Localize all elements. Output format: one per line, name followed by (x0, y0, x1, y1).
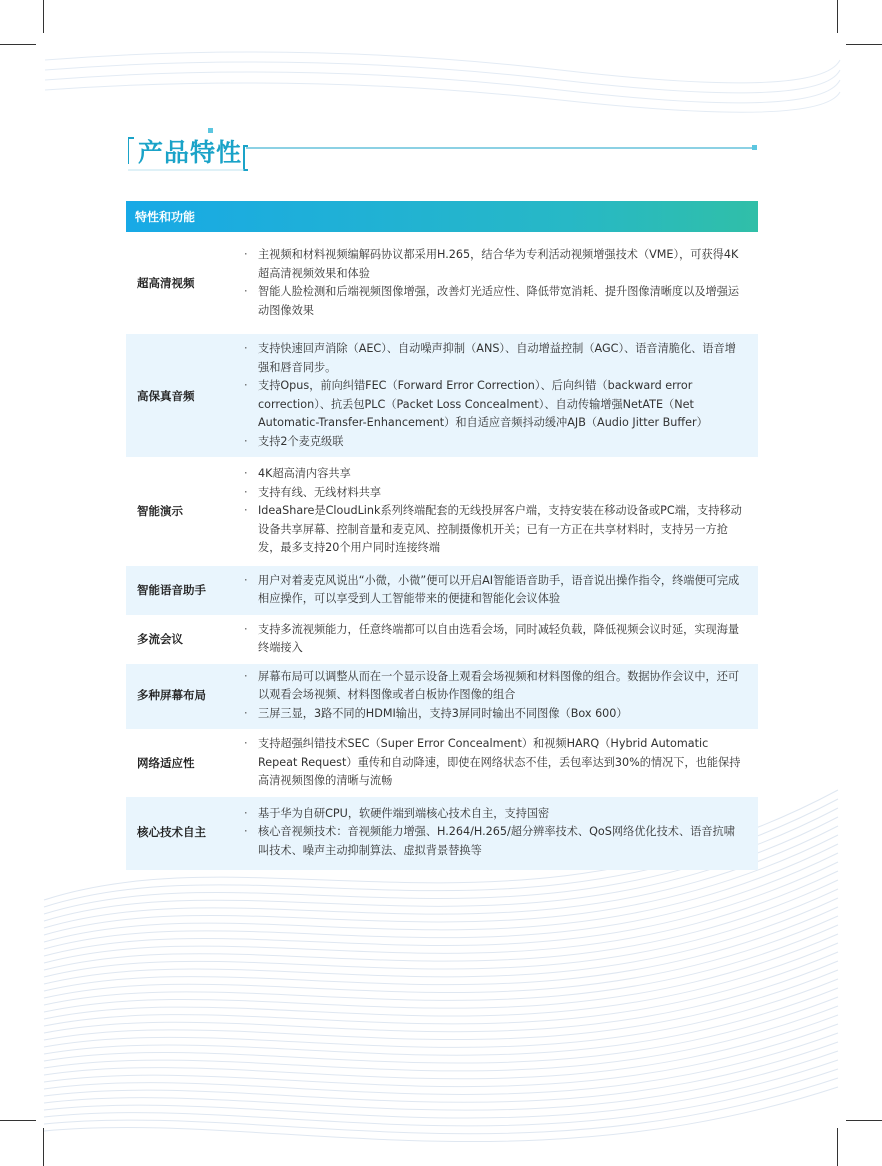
table-header: 特性和功能 (126, 201, 758, 232)
feature-name: 智能语音助手 (137, 583, 206, 597)
table-row (126, 457, 758, 566)
table-row (126, 232, 758, 334)
feature-item: · 基于华为自研CPU，软硬件端到端核心技术自主，支持国密 (238, 805, 744, 824)
feature-name: 多种屏幕布局 (137, 688, 206, 703)
feature-item: · 核心音视频技术：音视频能力增强、H.264/H.265/超分辨率技术、QoS网络优化技术、语音抗啸叫技术、噪声主动抑制算法、虚拟背景替换等 (238, 823, 744, 860)
feature-item: · 支持多流视频能力，任意终端都可以自由选看会场，同时减轻负载，降低视频会议时延，实现海量终端接入 (238, 621, 744, 658)
feature-item: · 支持快速回声消除（AEC）、自动噪声抑制（ANS）、自动增益控制（AGC）、语音清脆化、语音增强和唇音同步。 (238, 340, 744, 377)
features-table (126, 201, 758, 870)
section-title (128, 124, 758, 176)
table-row (126, 566, 758, 615)
feature-item: · 三屏三显，3路不同的HDMI输出，支持3屏同时输出不同图像（Box 600） (238, 705, 744, 724)
feature-name: 智能演示 (137, 504, 183, 519)
feature-name: 核心技术自主 (137, 825, 206, 840)
page-title: 产品特性 (138, 138, 243, 167)
feature-item: · 智能人脸检测和后端视频图像增强，改善灯光适应性、降低带宽消耗、提升图像清晰度以及增强运动图像效果 (238, 283, 744, 320)
crop-mark (0, 1120, 36, 1121)
feature-name: 高保真音频 (137, 388, 195, 403)
feature-items (238, 572, 758, 609)
table-body (126, 232, 758, 870)
feature-item: · 4K超高清内容共享 (238, 465, 744, 484)
crop-mark (0, 44, 36, 45)
feature-items (238, 621, 758, 658)
feature-name: 网络适应性 (137, 755, 195, 770)
feature-items (238, 805, 758, 861)
feature-name: 多流会议 (137, 632, 183, 646)
feature-item: · 支持有线、无线材料共享 (238, 484, 744, 503)
table-row (126, 615, 758, 664)
feature-items (238, 465, 758, 558)
crop-mark (837, 0, 838, 33)
crop-mark (846, 44, 882, 45)
feature-items (238, 735, 758, 791)
feature-item: · IdeaShare是CloudLink系列终端配套的无线投屏客户端，支持安装在移动设备或PC端，支持移动设备共享屏幕、控制音量和麦克风、控制摄像机开关；已有一方正在共享材料时，支持另一方抢发，最多支持20个用户同时连接终端 (238, 502, 744, 558)
feature-item: · 支持2个麦克级联 (238, 433, 744, 452)
feature-name: 超高清视频 (137, 276, 195, 290)
feature-item: · 主视频和材料视频编解码协议都采用H.265，结合华为专利活动视频增强技术（VME），可获得4K超高清视频效果和体验 (238, 246, 744, 283)
feature-item: · 支持Opus，前向纠错FEC（Forward Error Correction）、后向纠错（backward error correction）、抗丢包PLC（Packet Loss Concealment）、自动传输增强NetATE（Net Automatic-Transfer-Enhancement）和自适应音频抖动缓冲AJB（Audio Jitter Buffer） (238, 377, 744, 433)
feature-items (238, 246, 758, 320)
feature-items (238, 340, 758, 451)
feature-item: · 屏幕布局可以调整从而在一个显示设备上观看会场视频和材料图像的组合。数据协作会议中，还可以观看会场视频、材料图像或者白板协作图像的组合 (238, 668, 744, 705)
table-row (126, 334, 758, 457)
feature-item: · 用户对着麦克风说出“小微，小微”便可以开启AI智能语音助手，语音说出操作指令，终端便可完成相应操作，可以享受到人工智能带来的便捷和智能化会议体验 (238, 572, 744, 609)
crop-mark (837, 1128, 838, 1166)
feature-items (238, 668, 758, 724)
crop-mark (846, 1120, 882, 1121)
table-row (126, 664, 758, 730)
crop-mark (43, 1128, 44, 1166)
table-row (126, 797, 758, 871)
feature-item: · 支持超强纠错技术SEC（Super Error Concealment）和视频HARQ（Hybrid Automatic Repeat Request）重传和自动降速，即使在网络状态不佳，丢包率达到30%的情况下，也能保持高清视频图像的清晰与流畅 (238, 735, 744, 791)
table-row (126, 729, 758, 797)
crop-mark (43, 0, 44, 33)
